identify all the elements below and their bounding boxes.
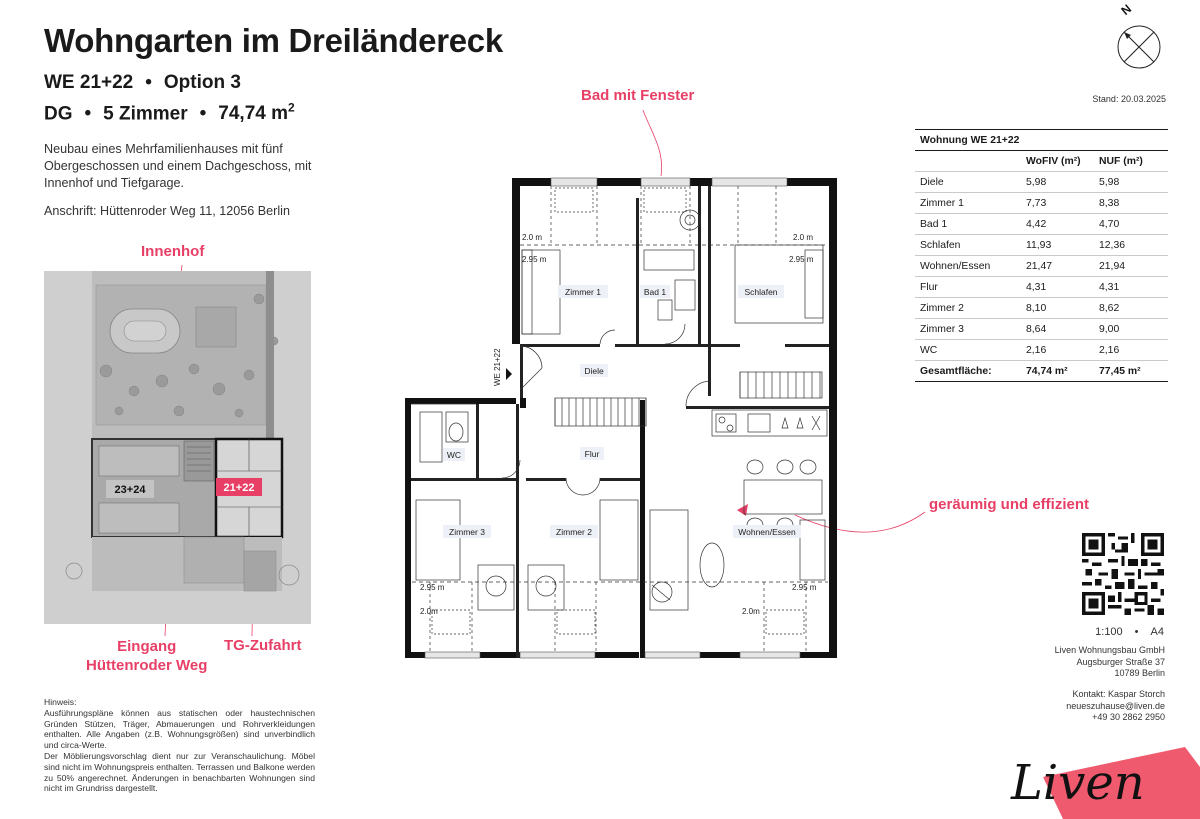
callout-innenhof: Innenhof	[141, 243, 205, 260]
room-wc: WC	[446, 450, 462, 460]
site-label-21-22: 21+22	[223, 482, 255, 494]
area-label: 74,74 $m^2$	[218, 101, 295, 125]
callout-tg-zufahrt: TG-Zufahrt	[224, 637, 302, 654]
dim-label: 2.95 m	[789, 255, 814, 264]
room-zimmer3: Zimmer 3	[449, 527, 485, 537]
callout-eingang: Eingang Hüttenroder Weg	[86, 638, 208, 674]
dim-label: 2.0m	[742, 607, 760, 616]
room-schlafen: Schlafen	[744, 287, 778, 297]
svg-text:N: N	[1118, 1, 1135, 18]
scale-format: 1:100 • A4	[1095, 626, 1164, 638]
table-row: Wohnen/Essen 21,47 21,94	[915, 256, 1168, 277]
table-row: Flur 4,31 4,31	[915, 277, 1168, 298]
contact-person: Kontakt: Kaspar Storch	[1072, 689, 1165, 699]
svg-text:Liven: Liven	[1011, 755, 1145, 811]
room-diele: Diele	[584, 366, 604, 376]
unit-line: WE 21+22 • Option 3	[44, 72, 241, 93]
site-label-23-24: 23+24	[114, 484, 146, 496]
project-description: Neubau eines Mehrfamilienhauses mit fünf Obergeschossen und einem Dachgeschoss, mit Innenhof und Tiefgarage.	[44, 142, 312, 190]
floor-label: DG	[44, 103, 73, 125]
table-row: Diele 5,98 5,98	[915, 172, 1168, 193]
contact-info	[960, 689, 1165, 724]
liven-logo	[1003, 747, 1200, 819]
table-row: Zimmer 2 8,10 8,62	[915, 298, 1168, 319]
dim-label: 2.95 m	[420, 583, 445, 592]
area-table	[915, 129, 1168, 382]
hinweis-note: Hinweis: Ausführungspläne können aus statischen oder haustechnischen Gründen Stützen, Träger, Abmauerungen und Rohrverkleidungen enthalten. Alle Angaben (z.B. Wohnungsgrößen) sind unverbindlich und circa-Werte. Der Möblierungsvorschlag dient nur zur Veranschaulichung. Möbel sind nicht im Wohnungspreis enthalten. Terrassen und Balkone werden zu 50% angerechnet. Änderungen in benachbarten Wohnungen sind nicht im Grundriss dargestellt.	[44, 697, 315, 794]
company-address: Liven Wohnungsbau GmbH Augsburger Straße 37 10789 Berlin	[1054, 645, 1165, 678]
qr-code-icon[interactable]	[1082, 533, 1164, 615]
unit-number: WE 21+22	[44, 72, 134, 93]
dim-label: 2.95 m	[792, 583, 817, 592]
room-wohnen-essen: Wohnen/Essen	[738, 527, 796, 537]
callout-bad-mit-fenster: Bad mit Fenster	[581, 87, 695, 104]
room-bad1: Bad 1	[643, 287, 667, 297]
table-row: Schlafen 11,93 12,36	[915, 235, 1168, 256]
table-title: Wohnung WE 21+22	[915, 130, 1168, 151]
rooms-label: 5 Zimmer	[103, 103, 188, 125]
contact-phone[interactable]: +49 30 2862 2950	[1092, 712, 1165, 722]
specs-line: DG • 5 Zimmer • 74,74 $m^2$	[44, 101, 295, 125]
table-row: Zimmer 1 7,73 8,38	[915, 193, 1168, 214]
address: Anschrift: Hüttenroder Weg 11, 12056 Berlin	[44, 204, 290, 218]
table-total-row: Gesamtfläche: 74,74 m² 77,45 m²	[915, 361, 1168, 382]
col-wofiv: WoFIV (m²)	[1021, 151, 1094, 172]
dim-label: 2.0m	[420, 607, 438, 616]
callout-geraeumig: geräumig und effizient	[929, 496, 1090, 513]
dim-label: 2.0 m	[522, 233, 543, 242]
table-row: Zimmer 3 8,64 9,00	[915, 319, 1168, 340]
page-title: Wohngarten im Dreiländereck	[44, 22, 503, 59]
site-plan	[44, 271, 311, 624]
floor-plan	[400, 170, 850, 665]
table-row: WC 2,16 2,16	[915, 340, 1168, 361]
col-nuf: NUF (m²)	[1094, 151, 1168, 172]
entry-label: WE 21+22	[493, 348, 502, 386]
table-row: Bad 1 4,42 4,70	[915, 214, 1168, 235]
compass-icon	[1110, 0, 1170, 75]
stand-date: Stand: 20.03.2025	[1092, 94, 1166, 104]
room-zimmer1: Zimmer 1	[565, 287, 601, 297]
room-zimmer2: Zimmer 2	[556, 527, 592, 537]
room-flur: Flur	[584, 449, 600, 459]
option-label: Option 3	[163, 72, 241, 93]
contact-email[interactable]: neueszuhause@liven.de	[1066, 700, 1165, 711]
dim-label: 2.0 m	[793, 233, 814, 242]
dim-label: 2.95 m	[522, 255, 547, 264]
